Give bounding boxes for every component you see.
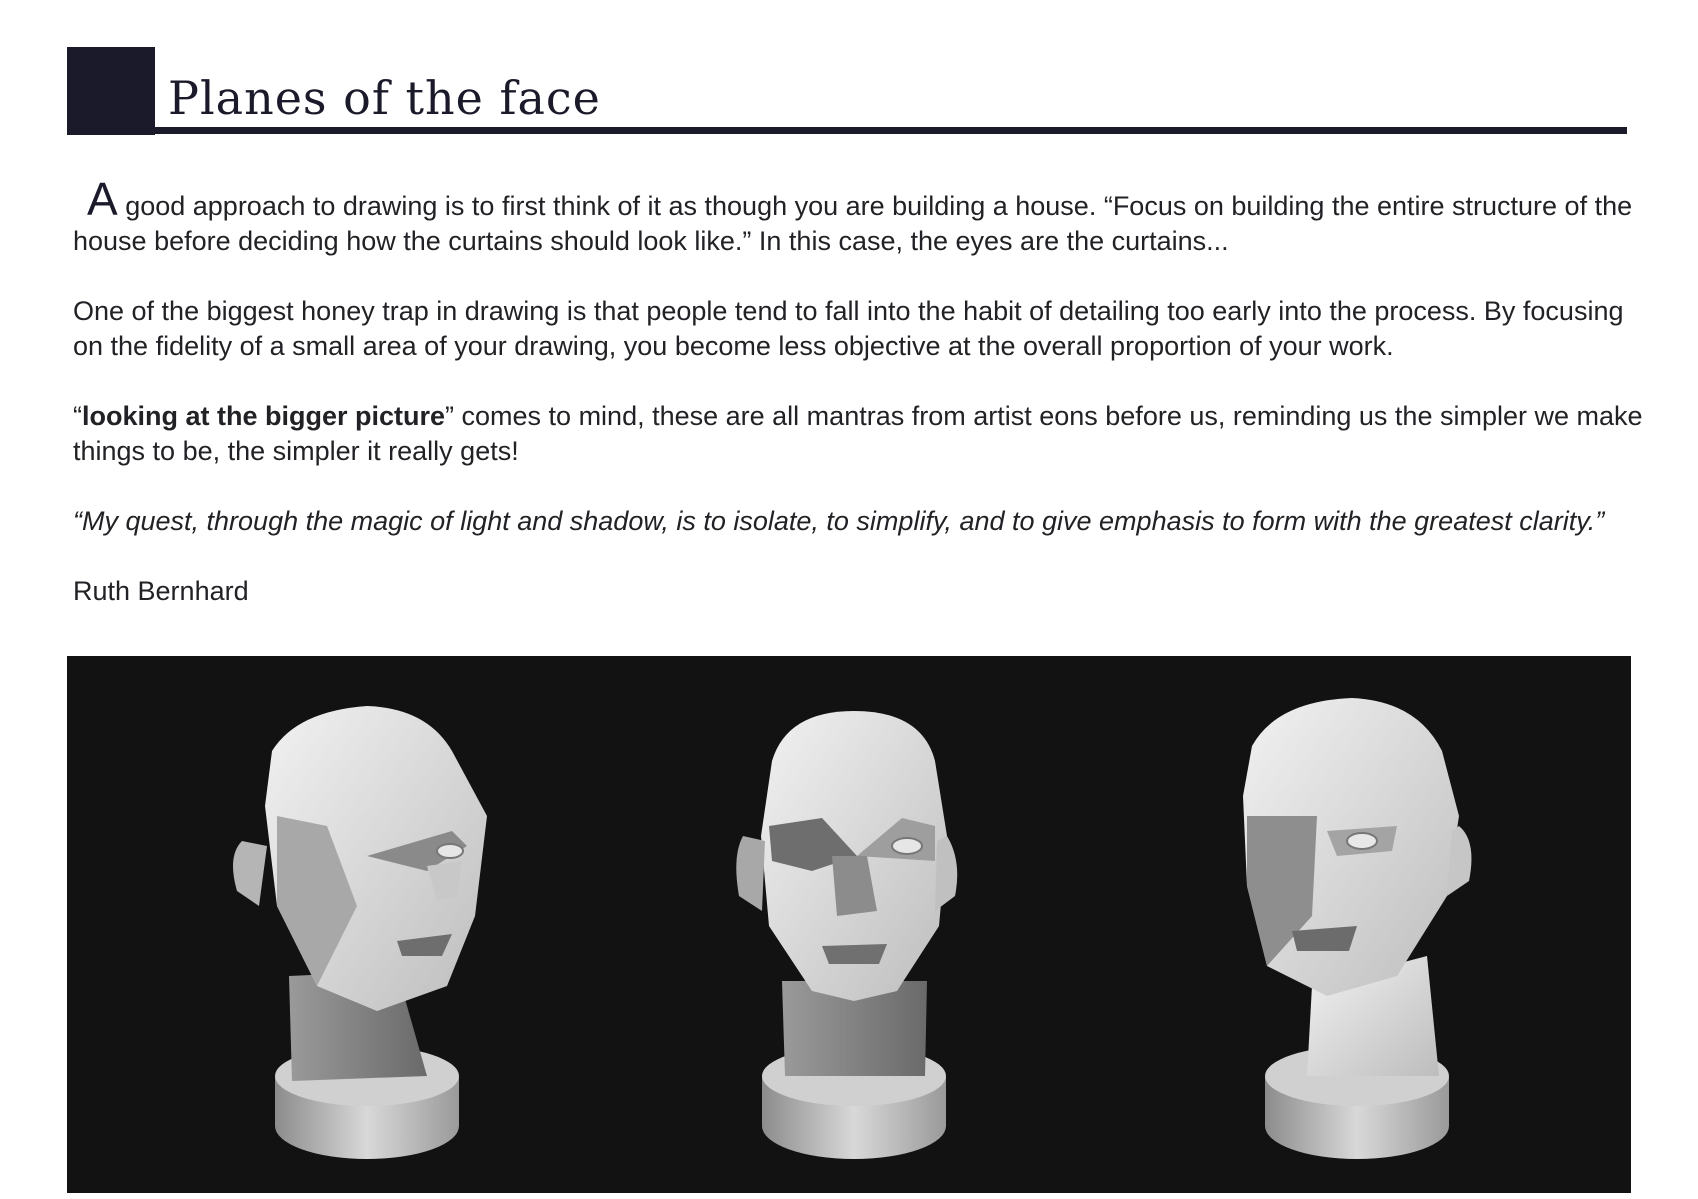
planar-head-three-quarter-right [1243, 698, 1471, 1159]
paragraph-intro-text: good approach to drawing is to first think of it as though you are building a house. “Focus on building the entire structure of the house before deciding how the curtains should look like.” In this case, the eyes are the curtains... [73, 191, 1633, 256]
open-quote: “ [73, 401, 82, 431]
page-title: Planes of the face [168, 71, 601, 125]
quote-text: “My quest, through the magic of light and shadow, is to isolate, to simplify, and to give emphasis to form with the greatest clarity.” [73, 506, 1605, 536]
paragraph-bigger-picture [73, 399, 1643, 469]
planar-heads-figure [67, 656, 1631, 1193]
quote-author: Ruth Bernhard [73, 576, 249, 606]
planar-heads-illustration [67, 656, 1631, 1193]
planar-head-three-quarter-left [233, 706, 487, 1159]
header-accent-block [67, 47, 155, 135]
planar-head-front [736, 711, 957, 1159]
paragraph-intro [73, 173, 1643, 259]
paragraph-bigger-picture-text: ” comes to mind, these are all mantras from artist eons before us, reminding us the simpler we make things to be, the simpler it really gets! [73, 401, 1643, 466]
article-body [73, 173, 1643, 644]
paragraph-honey-trap: One of the biggest honey trap in drawing is that people tend to fall into the habit of detailing too early into the process. By focusing on the fidelity of a small area of your drawing, you become less objective at the overall proportion of your work. [73, 296, 1624, 361]
bold-phrase: looking at the bigger picture [82, 401, 446, 431]
header-rule [67, 127, 1627, 134]
page-header [67, 47, 1627, 135]
drop-cap: A [87, 173, 118, 225]
